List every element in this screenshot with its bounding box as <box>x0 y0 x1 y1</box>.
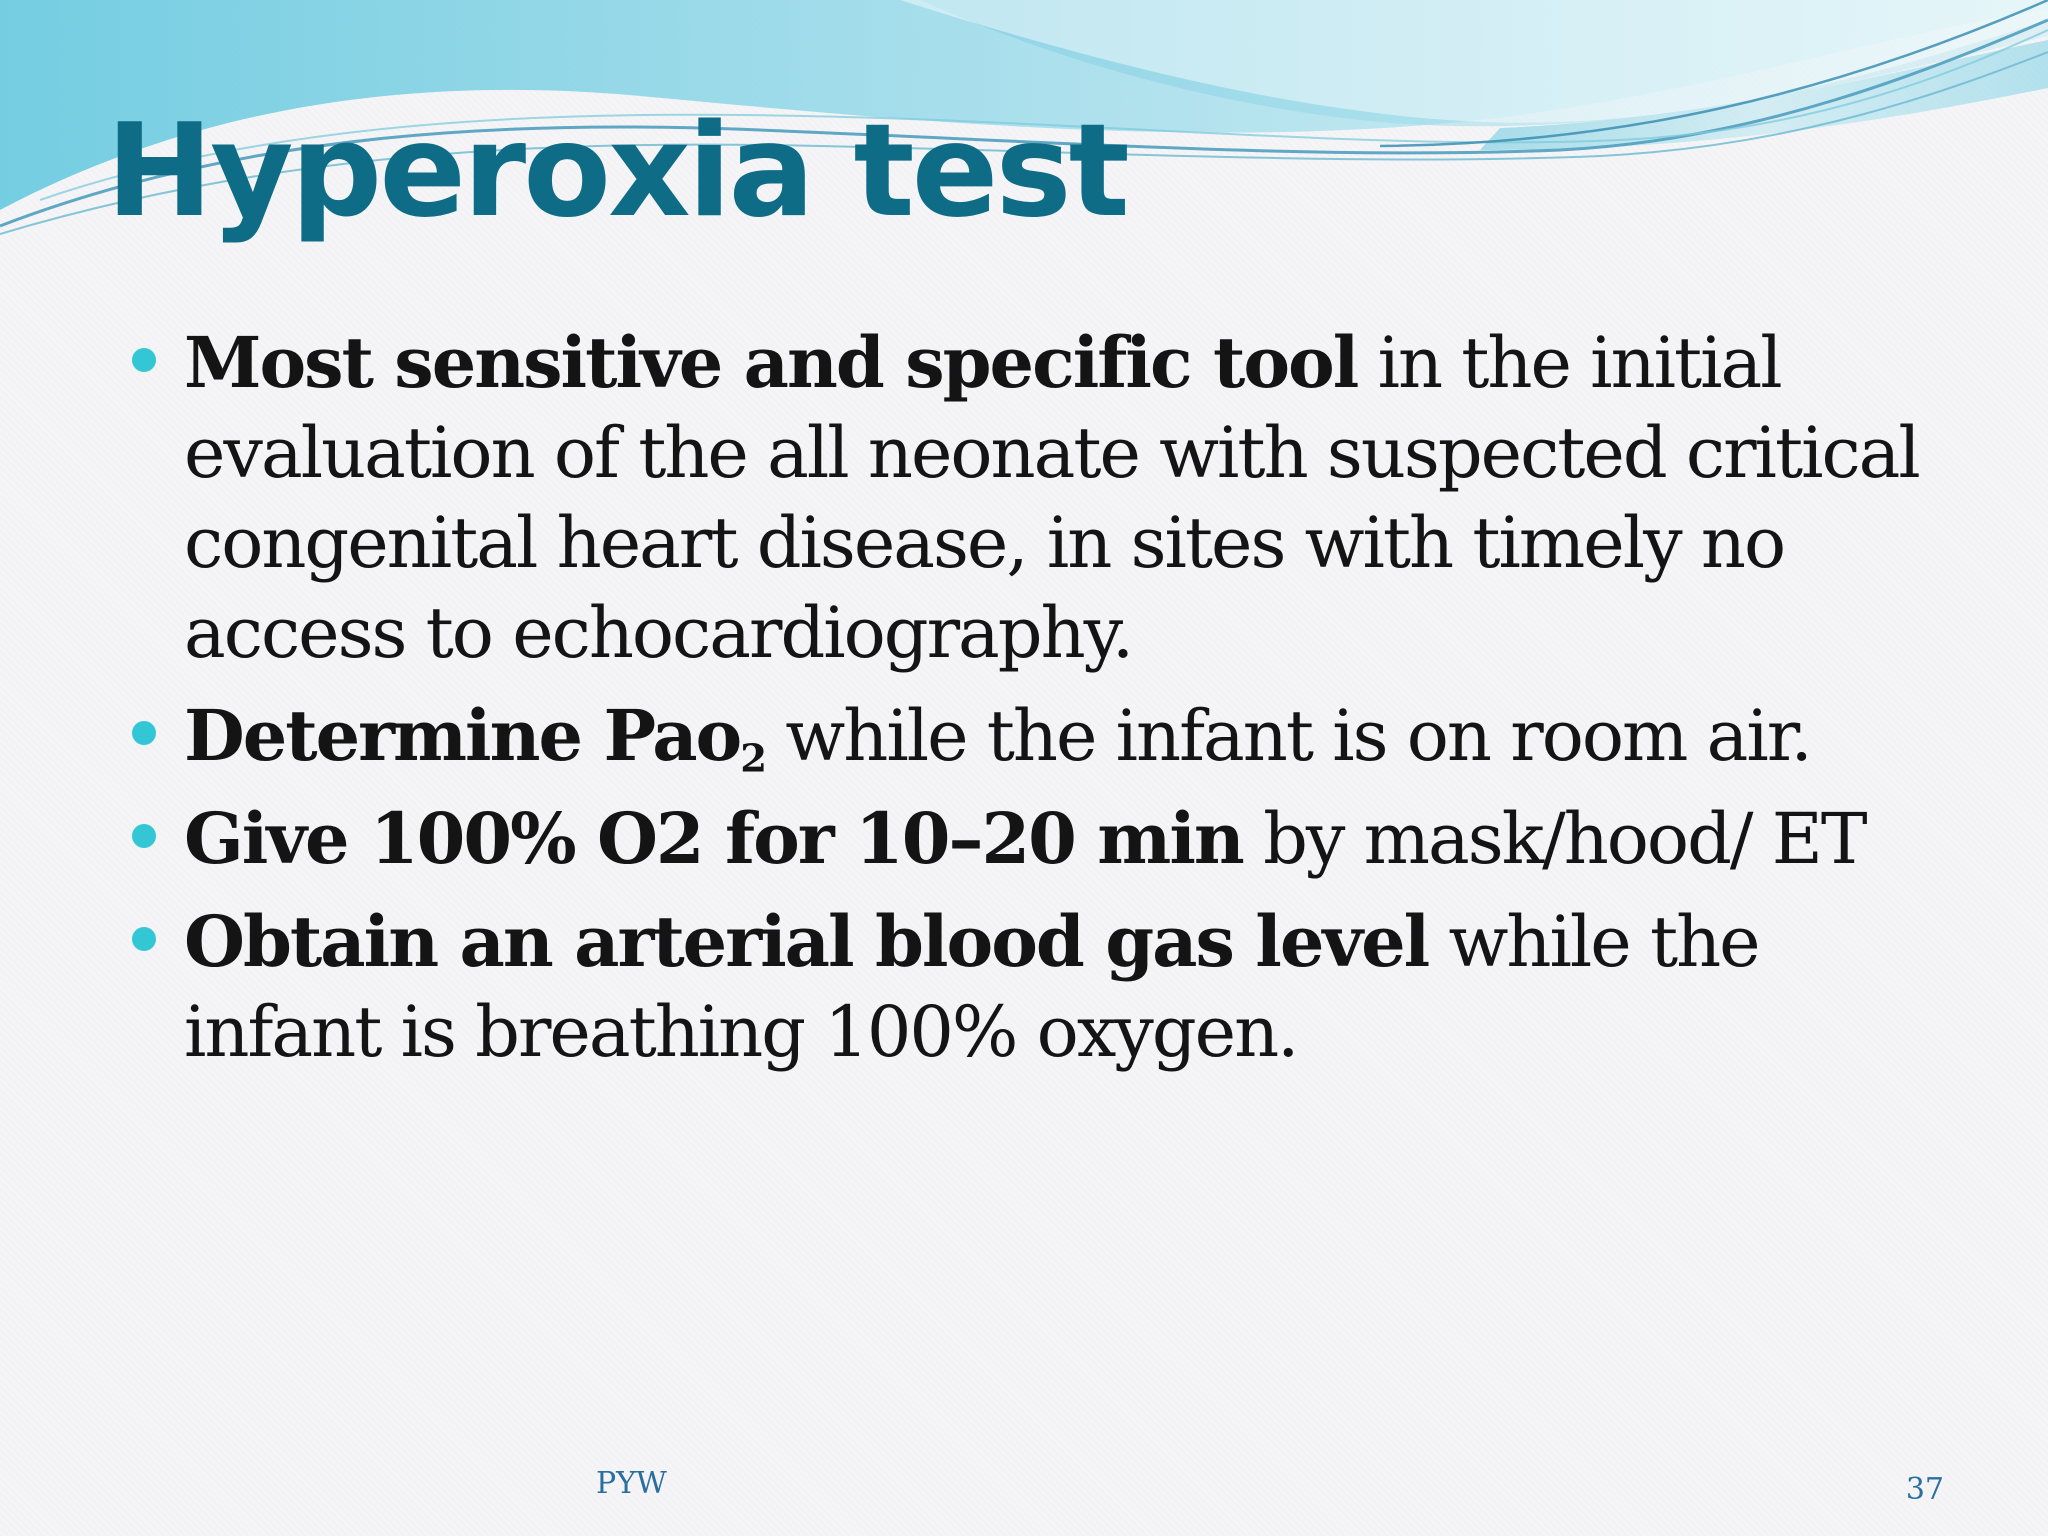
bullet-item-2 <box>126 691 1956 781</box>
slide-page-number: 37 <box>1905 1472 1944 1507</box>
bullet-text-3 <box>184 794 1956 884</box>
bullet-dot-icon <box>126 691 184 781</box>
bullet-text-1 <box>184 318 1956 678</box>
bullet-dot-icon <box>126 318 184 408</box>
bullet-list <box>126 318 1956 1090</box>
bullet-dot-icon <box>126 794 184 884</box>
bullet-3-bold-text: Give 100% O2 for 10–20 min <box>184 797 1243 880</box>
bullet-dot-icon <box>126 897 184 987</box>
bullet-3-text: by mask/hood/ ET <box>1242 798 1866 880</box>
bullet-4-bold-text: Obtain an arterial blood gas level <box>184 900 1429 983</box>
bullet-item-3 <box>126 794 1956 884</box>
bullet-text-4 <box>184 897 1956 1077</box>
slide-title: Hyperoxia test <box>106 97 1127 246</box>
pao2-subscript: 2 <box>740 736 766 782</box>
bullet-2-bold-text: Determine Pao <box>184 694 741 777</box>
bullet-1-text: in the initial evaluation of the all neonate with suspected critical congenital heart disease, in sites with timely no access to echocardiography. <box>184 322 1919 674</box>
bullet-item-4 <box>126 897 1956 1077</box>
bullet-1-bold-text: Most sensitive and specific tool <box>184 321 1358 404</box>
bullet-4-text: while the infant is breathing 100% oxygen. <box>184 901 1759 1073</box>
footer-text: PYW <box>596 1466 667 1501</box>
bullet-2-text: while the infant is on room air. <box>765 695 1811 777</box>
bullet-item-1 <box>126 318 1956 678</box>
bullet-text-2 <box>184 691 1956 781</box>
